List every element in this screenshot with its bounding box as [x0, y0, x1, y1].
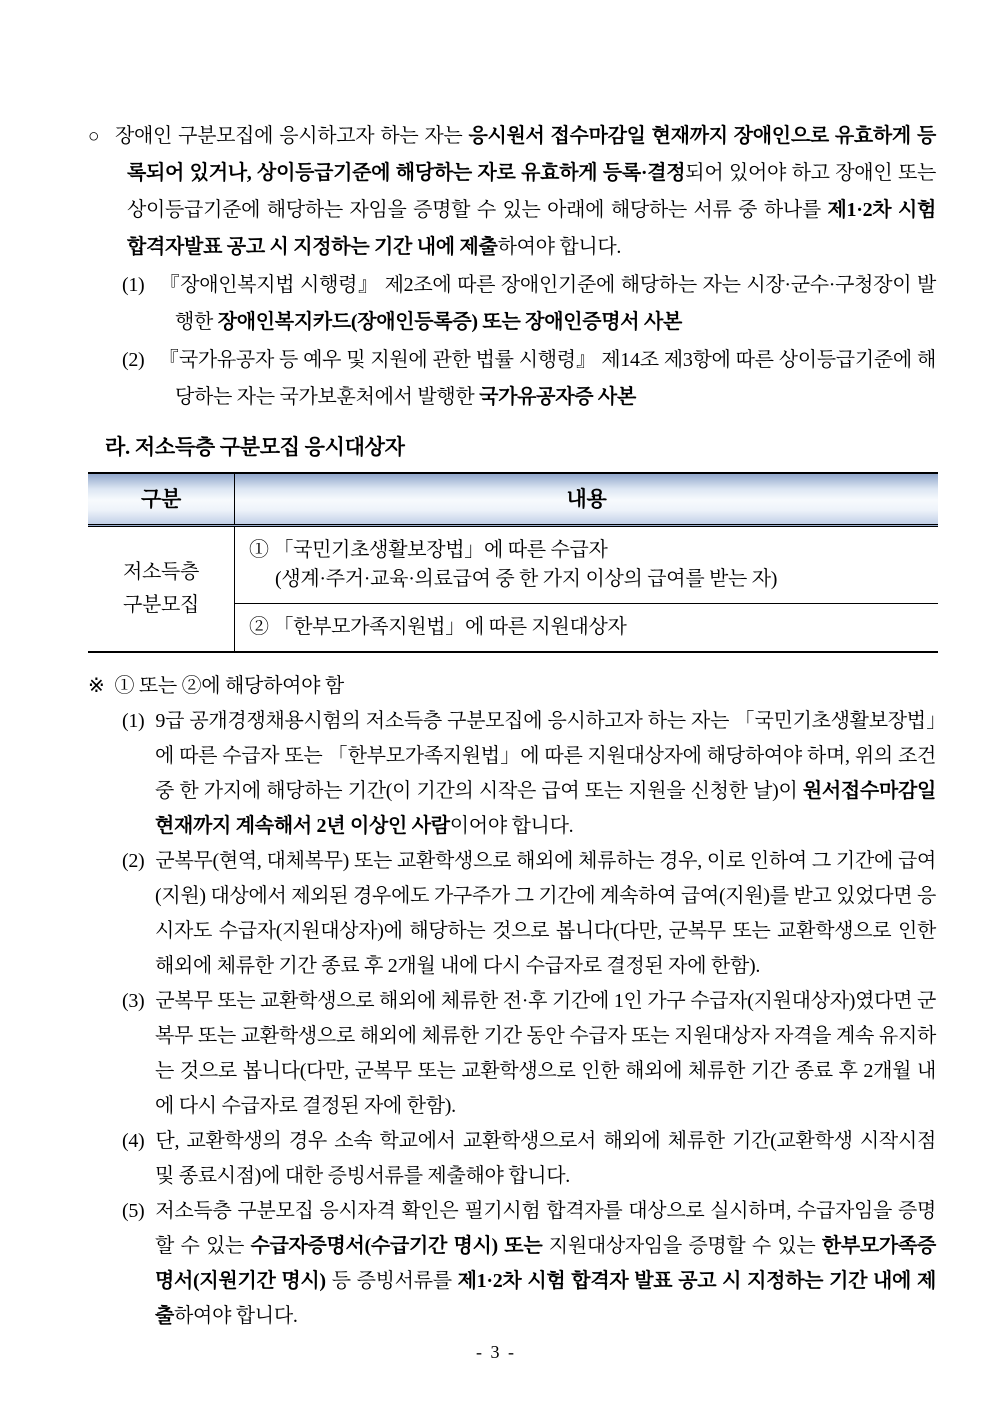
note-item-text: 9급 공개경쟁채용시험의 저소득층 구분모집에 응시하고자 하는 자는 「국민기초생활보장법」에 따른 수급자 또는 「한부모가족지원법」에 따른 지원대상자에 해당하여야 하며, 위의 조건 중 한 가지에 해당하는 기간(이 기간의 시작은 급여 또는 지원을 신청한 날)이 원서접수마감일 현재까지 계속해서 2년 이상인 사람이어야 합니다.	[155, 710, 936, 837]
note-item-4	[88, 1124, 936, 1194]
cell-line: ② 「한부모가족지원법」에 따른 지원대상자	[249, 616, 627, 638]
note-item-number: (2)	[122, 850, 145, 872]
note-item-number: (1)	[122, 710, 145, 732]
disabled-eligibility-paragraph	[88, 118, 936, 266]
reference-mark: ※	[88, 675, 105, 697]
note-item-text: 군복무 또는 교환학생으로 해외에 체류한 전·후 기간에 1인 가구 수급자(지원대상자)였다면 군복무 또는 교환학생으로 해외에 체류한 기간 동안 수급자 또는 지원대상자 자격을 계속 유지하는 것으로 봅니다(다만, 군복무 또는 교환학생으로 인한 해외에 체류한 기간 종료 후 2개월 내에 다시 수급자로 결정된 자에 한함).	[155, 990, 936, 1117]
note-item-text: 단, 교환학생의 경우 소속 학교에서 교환학생으로서 해외에 체류한 기간(교환학생 시작시점 및 종료시점)에 대한 증빙서류를 제출해야 합니다.	[155, 1130, 936, 1187]
item-text: 『장애인복지법 시행령』 제2조에 따른 장애인기준에 해당하는 자는 시장·군수·구청장이 발행한 장애인복지카드(장애인등록증) 또는 장애인증명서 사본	[158, 274, 936, 333]
row-label-line-1: 저소득층	[122, 561, 200, 583]
note-header	[88, 668, 936, 704]
note-item-number: (4)	[122, 1130, 145, 1152]
note-item-text: 군복무(현역, 대체복무) 또는 교환학생으로 해외에 체류하는 경우, 이로 인하여 그 기간에 급여(지원) 대상에서 제외된 경우에도 가구주가 그 기간에 계속하여 급여(지원)를 받고 있었다면 응시자도 수급자(지원대상자)에 해당하는 것으로 봅니다(다만, 군복무 또는 교환학생으로 인한 해외에 체류한 기간 종료 후 2개월 내에 다시 수급자로 결정된 자에 한함).	[155, 850, 936, 977]
paragraph-text: 장애인 구분모집에 응시하고자 하는 자는 응시원서 접수마감일 현재까지 장애인으로 유효하게 등록되어 있거나, 상이등급기준에 해당하는 자로 유효하게 등록·결정되어 있어야 하고 장애인 또는 상이등급기준에 해당하는 자임을 증명할 수 있는 아래에 해당하는 서류 중 하나를 제1·2차 시험 합격자발표 공고 시 지정하는 기간 내에 제출하여야 합니다.	[115, 125, 936, 258]
note-item-3	[88, 984, 936, 1124]
note-item-2	[88, 844, 936, 984]
table-header-row	[88, 473, 938, 526]
eligibility-table	[88, 472, 938, 653]
note-item-5	[88, 1194, 936, 1334]
note-item-text: 저소득층 구분모집 응시자격 확인은 필기시험 합격자를 대상으로 실시하며, 수급자임을 증명할 수 있는 수급자증명서(수급기간 명시) 또는 지원대상자임을 증명할 수 있는 한부모가족증명서(지원기간 명시) 등 증빙서류를 제1·2차 시험 합격자 발표 공고 시 지정하는 기간 내에 제출하여야 합니다.	[155, 1200, 936, 1327]
column-header-category: 구분	[88, 473, 235, 526]
cell-line: (생계·주거·교육·의료급여 중 한 가지 이상의 급여를 받는 자)	[275, 568, 778, 590]
list-item-document-2	[88, 342, 936, 416]
cell-line: ① 「국민기초생활보장법」에 따른 수급자	[249, 539, 608, 561]
content-cell-2	[235, 604, 939, 653]
row-label-cell	[88, 526, 235, 653]
content-cell-1	[235, 526, 939, 604]
column-header-content: 내용	[235, 473, 939, 526]
note-title: ① 또는 ②에 해당하여야 함	[114, 675, 344, 697]
note-item-number: (5)	[122, 1200, 145, 1222]
item-number: (1)	[122, 274, 145, 296]
table-row-1	[88, 526, 938, 604]
item-number: (2)	[122, 349, 145, 371]
note-item-1	[88, 704, 936, 844]
note-item-number: (3)	[122, 990, 145, 1012]
item-text: 『국가유공자 등 예우 및 지원에 관한 법률 시행령』 제14조 제3항에 따른 상이등급기준에 해당하는 자는 국가보훈처에서 발행한 국가유공자증 사본	[158, 349, 936, 408]
row-label-line-2: 구분모집	[122, 594, 200, 616]
circle-bullet: ○	[88, 126, 100, 147]
section-heading-low-income: 라. 저소득층 구분모집 응시대상자	[105, 435, 405, 459]
page-number-footer: - 3 -	[476, 1342, 516, 1362]
list-item-document-1	[88, 267, 936, 341]
